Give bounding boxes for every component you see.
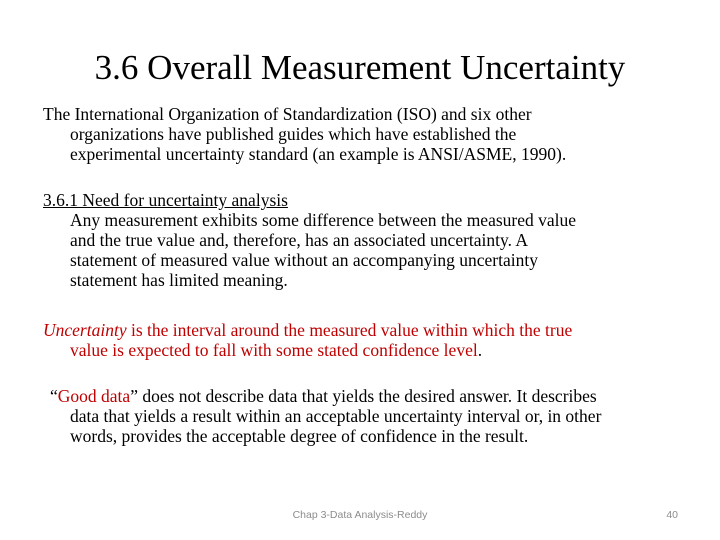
open-quote: “ [50, 386, 58, 406]
paragraph-good-data [50, 386, 690, 446]
section-heading: 3.6.1 Need for uncertainty analysis [43, 190, 288, 210]
paragraph-line: and the true value and, therefore, has an associated uncertainty. A [70, 230, 529, 250]
paragraph-line [43, 340, 683, 360]
paragraph-line: experimental uncertainty standard (an example is ANSI/ASME, 1990). [70, 144, 567, 164]
paragraph-iso-standards [43, 104, 683, 164]
paragraph-line: organizations have published guides which have established the [70, 124, 517, 144]
slide-title: 3.6 Overall Measurement Uncertainty [94, 48, 626, 87]
paragraph-line: words, provides the acceptable degree of confidence in the result. [70, 426, 529, 446]
page-number: 40 [666, 509, 678, 521]
good-data-term: Good data [57, 386, 131, 406]
footer-chapter-label: Chap 3-Data Analysis-Reddy [292, 509, 428, 521]
uncertainty-term: Uncertainty [43, 320, 127, 340]
paragraph-line: Any measurement exhibits some difference between the measured value [70, 210, 577, 230]
definition-text: is the interval around the measured value within which the true [126, 320, 573, 340]
paragraph-line: statement has limited meaning. [70, 270, 288, 290]
period: . [477, 340, 483, 360]
paragraph-need-for-uncertainty [43, 190, 683, 290]
paragraph-line [50, 386, 690, 406]
paragraph-uncertainty-definition [43, 320, 683, 360]
paragraph-line [43, 320, 683, 340]
paragraph-line: data that yields a result within an acceptable uncertainty interval or, in other [70, 406, 602, 426]
paragraph-line: statement of measured value without an accompanying uncertainty [70, 250, 538, 270]
paragraph-text: ” does not describe data that yields the desired answer. It describes [130, 386, 597, 406]
definition-text: value is expected to fall with some stated confidence level [70, 340, 478, 360]
paragraph-line: The International Organization of Standardization (ISO) and six other [43, 104, 532, 124]
